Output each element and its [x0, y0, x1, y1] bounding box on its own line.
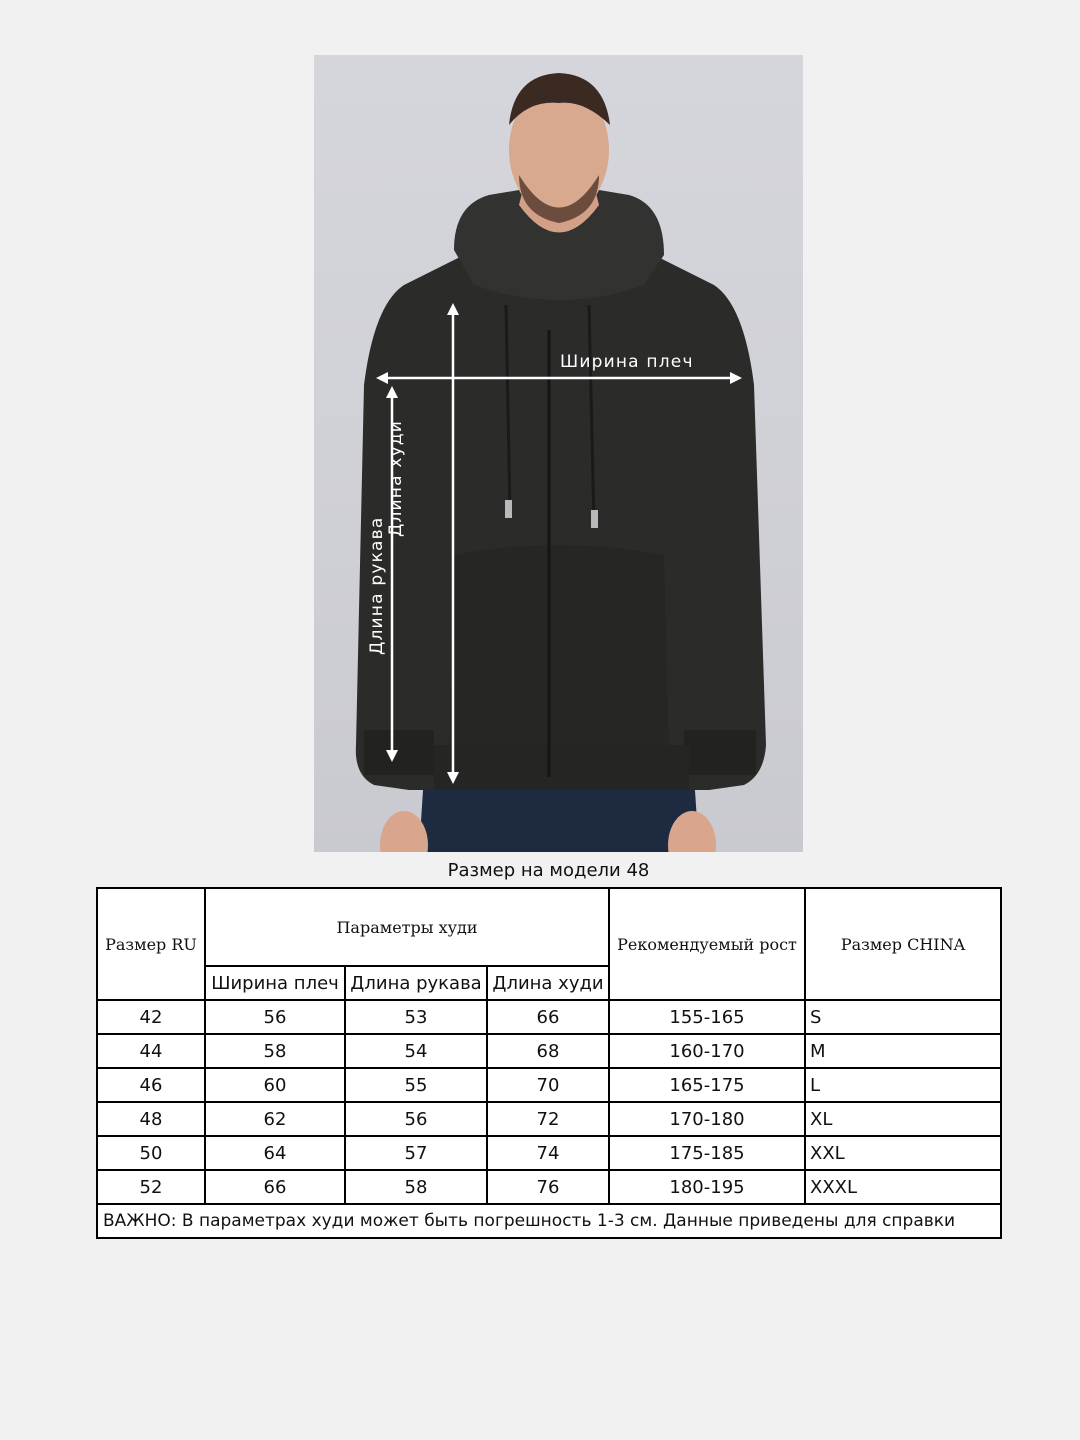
table-note-row [97, 1204, 1001, 1238]
table-note: ВАЖНО: В параметрах худи может быть погрешность 1-3 см. Данные приведены для справки [97, 1204, 1001, 1238]
table-row [97, 1136, 1001, 1170]
cell-height: 180-195 [609, 1170, 805, 1204]
cell-size-ru: 44 [97, 1034, 205, 1068]
cell-shoulder: 58 [205, 1034, 345, 1068]
cell-length: 66 [487, 1000, 609, 1034]
cell-china: L [805, 1068, 1001, 1102]
cell-length: 70 [487, 1068, 609, 1102]
cell-length: 76 [487, 1170, 609, 1204]
table-row [97, 1000, 1001, 1034]
cell-sleeve: 56 [345, 1102, 487, 1136]
subheader-shoulder-width: Ширина плеч [205, 966, 345, 1000]
sleeve-length-label: Длина рукава [367, 516, 387, 655]
cell-sleeve: 53 [345, 1000, 487, 1034]
cell-height: 155-165 [609, 1000, 805, 1034]
table-row [97, 1068, 1001, 1102]
table-header-row [97, 888, 1001, 966]
cell-size-ru: 50 [97, 1136, 205, 1170]
cell-length: 74 [487, 1136, 609, 1170]
cell-china: XXL [805, 1136, 1001, 1170]
cell-height: 165-175 [609, 1068, 805, 1102]
header-size-ru: Размер RU [97, 888, 205, 1000]
subheader-hoodie-length: Длина худи [487, 966, 609, 1000]
header-recommended-height: Рекомендуемый рост [609, 888, 805, 1000]
cell-size-ru: 42 [97, 1000, 205, 1034]
cell-height: 175-185 [609, 1136, 805, 1170]
header-params: Параметры худи [205, 888, 609, 966]
cell-shoulder: 56 [205, 1000, 345, 1034]
cell-sleeve: 58 [345, 1170, 487, 1204]
cell-sleeve: 57 [345, 1136, 487, 1170]
cell-height: 170-180 [609, 1102, 805, 1136]
cell-length: 68 [487, 1034, 609, 1068]
cell-shoulder: 66 [205, 1170, 345, 1204]
table-row [97, 1102, 1001, 1136]
table-row [97, 1034, 1001, 1068]
cell-china: S [805, 1000, 1001, 1034]
size-table [96, 887, 1002, 1239]
model-photo [314, 55, 803, 852]
cell-shoulder: 60 [205, 1068, 345, 1102]
cell-sleeve: 54 [345, 1034, 487, 1068]
cell-china: XL [805, 1102, 1001, 1136]
cell-china: XXXL [805, 1170, 1001, 1204]
table-row [97, 1170, 1001, 1204]
subheader-sleeve-length: Длина рукава [345, 966, 487, 1000]
cell-size-ru: 48 [97, 1102, 205, 1136]
cell-length: 72 [487, 1102, 609, 1136]
cell-sleeve: 55 [345, 1068, 487, 1102]
cell-shoulder: 64 [205, 1136, 345, 1170]
cell-size-ru: 52 [97, 1170, 205, 1204]
header-size-china: Размер CHINA [805, 888, 1001, 1000]
hoodie-length-label: Длина худи [386, 419, 406, 537]
cell-height: 160-170 [609, 1034, 805, 1068]
shoulder-width-label: Ширина плеч [560, 352, 694, 372]
cell-shoulder: 62 [205, 1102, 345, 1136]
cell-size-ru: 46 [97, 1068, 205, 1102]
model-size-caption: Размер на модели 48 [447, 860, 650, 881]
cell-china: M [805, 1034, 1001, 1068]
